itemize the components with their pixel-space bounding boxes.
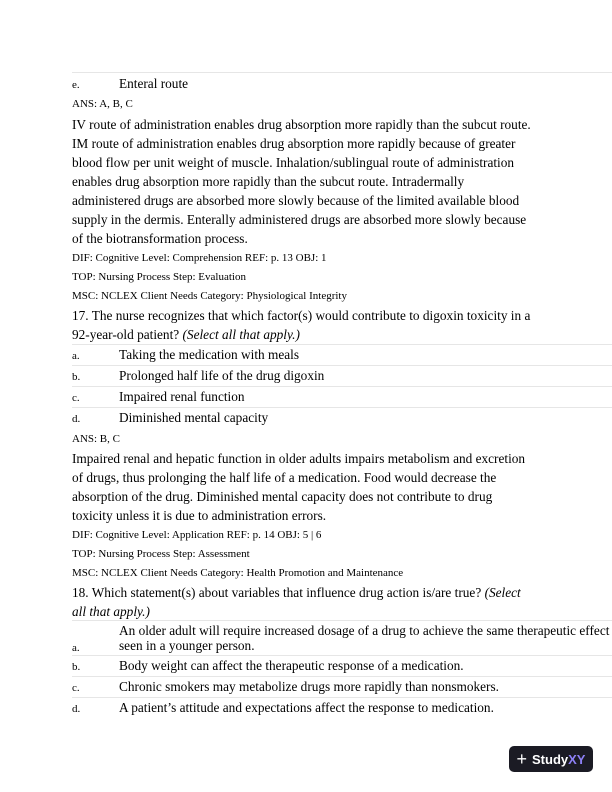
q16-msc: MSC: NCLEX Client Needs Category: Physiological Integrity bbox=[72, 290, 347, 302]
q17-rationale-line: of drugs, thus prolonging the half life of a medication. Food would decrease the bbox=[72, 470, 497, 485]
option-letter: a. bbox=[72, 642, 80, 654]
q17-rationale-line: Impaired renal and hepatic function in older adults impairs metabolism and excretion bbox=[72, 451, 526, 466]
option-text: Body weight can affect the therapeutic response of a medication. bbox=[119, 658, 464, 673]
studyxy-badge[interactable] bbox=[509, 746, 593, 772]
plus-icon: + bbox=[516, 749, 528, 769]
option-text: Prolonged half life of the drug digoxin bbox=[119, 368, 325, 383]
option-letter: c. bbox=[72, 392, 80, 404]
q16-rationale-line: IV route of administration enables drug absorption more rapidly than the subcut route. bbox=[72, 117, 531, 132]
q18-option-a bbox=[72, 620, 612, 656]
q16-rationale-line: administered drugs are absorbed more slowly because of the limited available blood bbox=[72, 193, 520, 208]
option-text: A patient’s attitude and expectations affect the response to medication. bbox=[119, 700, 494, 715]
q18-option-d bbox=[72, 697, 612, 720]
q17-option-b bbox=[72, 365, 612, 387]
q18-option-b bbox=[72, 655, 612, 677]
q17-option-d bbox=[72, 407, 612, 430]
option-text: Diminished mental capacity bbox=[119, 410, 269, 425]
option-text-continued: seen in a younger person. bbox=[119, 638, 255, 653]
badge-brand: Study bbox=[532, 751, 569, 767]
q17-dif: DIF: Cognitive Level: Application REF: p. 14 OBJ: 5 | 6 bbox=[72, 529, 322, 541]
q16-rationale-line: blood flow per unit weight of muscle. Inhalation/sublingual route of administration bbox=[72, 155, 515, 170]
q17-stem-line: 92-year-old patient? (Select all that apply.) bbox=[72, 327, 300, 342]
q17-answer: ANS: B, C bbox=[72, 433, 120, 445]
option-letter: e. bbox=[72, 79, 80, 91]
q17-option-a bbox=[72, 344, 612, 366]
option-text: Enteral route bbox=[119, 76, 189, 91]
q17-rationale-line: toxicity unless it is due to administration errors. bbox=[72, 508, 327, 523]
q17-stem-line: 17. The nurse recognizes that which factor(s) would contribute to digoxin toxicity in a bbox=[72, 308, 531, 323]
q17-rationale-line: absorption of the drug. Diminished mental capacity does not contribute to drug bbox=[72, 489, 493, 504]
q17-option-c bbox=[72, 386, 612, 408]
q18-stem-line: all that apply.) bbox=[72, 604, 150, 619]
q18-option-c bbox=[72, 676, 612, 698]
option-letter: c. bbox=[72, 682, 80, 694]
q16-top: TOP: Nursing Process Step: Evaluation bbox=[72, 271, 246, 283]
q16-rationale-line: enables drug absorption more rapidly than the subcut route. Intradermally bbox=[72, 174, 465, 189]
q17-top: TOP: Nursing Process Step: Assessment bbox=[72, 548, 250, 560]
option-letter: b. bbox=[72, 371, 81, 383]
option-letter: b. bbox=[72, 661, 81, 673]
q17-msc: MSC: NCLEX Client Needs Category: Health Promotion and Maintenance bbox=[72, 567, 404, 579]
q16-rationale-line: IM route of administration enables drug absorption more rapidly because of greater bbox=[72, 136, 516, 151]
q16-option-e bbox=[72, 72, 612, 95]
q16-rationale-line: supply in the dermis. Enterally administered drugs are absorbed more slowly because bbox=[72, 212, 527, 227]
q16-rationale-line: of the biotransformation process. bbox=[72, 231, 248, 246]
option-letter: d. bbox=[72, 413, 81, 425]
option-text: Impaired renal function bbox=[119, 389, 245, 404]
q16-answer: ANS: A, B, C bbox=[72, 98, 133, 110]
option-letter: d. bbox=[72, 703, 81, 715]
option-letter: a. bbox=[72, 350, 80, 362]
option-text: Taking the medication with meals bbox=[119, 347, 300, 362]
q18-stem-line: 18. Which statement(s) about variables that influence drug action is/are true? (Select bbox=[72, 585, 521, 600]
q16-dif: DIF: Cognitive Level: Comprehension REF: p. 13 OBJ: 1 bbox=[72, 252, 327, 264]
option-text: An older adult will require increased dosage of a drug to achieve the same therapeutic effect bbox=[119, 623, 610, 638]
badge-brand-accent: XY bbox=[568, 751, 586, 767]
option-text: Chronic smokers may metabolize drugs more rapidly than nonsmokers. bbox=[119, 679, 499, 694]
